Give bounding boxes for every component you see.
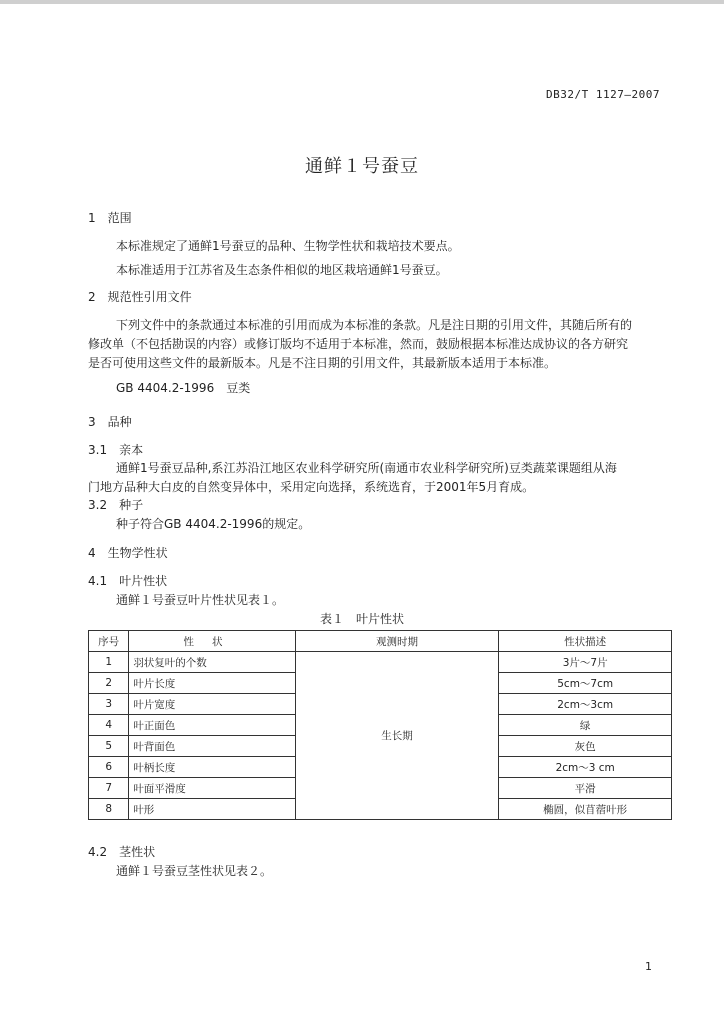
row-description: 2cm～3cm	[499, 694, 672, 715]
section-2-paragraph-line-3: 是否可使用这些文件的最新版本。凡是不注日期的引用文件，其最新版本适用于本标准。	[88, 356, 557, 370]
section-3-1-heading: 3.1 亲本	[88, 443, 144, 457]
section-2-heading: 2 规范性引用文件	[88, 290, 192, 304]
section-1-heading: 1 范围	[88, 211, 132, 225]
row-property: 叶片宽度	[129, 694, 295, 715]
row-no: 8	[89, 799, 129, 820]
row-property: 叶正面色	[129, 715, 295, 736]
section-3-1-line-2: 门地方品种大白皮的自然变异体中，采用定向选择，系统选育，于2001年5月育成。	[88, 480, 535, 494]
leaf-traits-table	[88, 630, 672, 820]
row-property: 叶背面色	[129, 736, 295, 757]
scan-top-strip	[0, 0, 724, 4]
table-header-period: 观测时期	[295, 631, 499, 652]
row-description: 灰色	[499, 736, 672, 757]
section-1-paragraph-2: 本标准适用于江苏省及生态条件相似的地区栽培通鲜1号蚕豆。	[116, 263, 448, 277]
standard-code: DB32/T 1127—2007	[546, 88, 660, 101]
row-property: 叶形	[129, 799, 295, 820]
table-1-caption: 表１ 叶片性状	[319, 612, 404, 626]
section-3-heading: 3 品种	[88, 415, 132, 429]
section-2-paragraph-line-2: 修改单（不包括勘误的内容）或修订版均不适用于本标准，然而，鼓励根据本标准达成协议的各方研究	[88, 337, 629, 351]
page-number: 1	[645, 960, 652, 973]
row-property: 叶柄长度	[129, 757, 295, 778]
table-row	[89, 652, 672, 673]
row-no: 7	[89, 778, 129, 799]
section-3-2-line-1: 种子符合GB 4404.2-1996的规定。	[116, 517, 311, 531]
row-no: 5	[89, 736, 129, 757]
row-no: 4	[89, 715, 129, 736]
row-description: 3片～7片	[499, 652, 672, 673]
row-no: 2	[89, 673, 129, 694]
section-4-2-line-1: 通鲜１号蚕豆茎性状见表２。	[116, 864, 273, 878]
row-property: 羽状复叶的个数	[129, 652, 295, 673]
row-description: 2cm～3 cm	[499, 757, 672, 778]
row-description: 椭圆，似苜蓿叶形	[499, 799, 672, 820]
section-4-1-heading: 4.1 叶片性状	[88, 574, 168, 588]
row-no: 6	[89, 757, 129, 778]
section-2-reference: GB 4404.2-1996 豆类	[116, 381, 251, 395]
row-description: 绿	[499, 715, 672, 736]
row-description: 平滑	[499, 778, 672, 799]
section-4-2-heading: 4.2 茎性状	[88, 845, 156, 859]
section-4-heading: 4 生物学性状	[88, 546, 168, 560]
section-3-1-line-1: 通鲜1号蚕豆品种,系江苏沿江地区农业科学研究所(南通市农业科学研究所)豆类蔬菜课题组从海	[116, 461, 617, 475]
row-period-merged: 生长期	[295, 652, 499, 820]
table-header-description: 性状描述	[499, 631, 672, 652]
table-header-row	[89, 631, 672, 652]
table-header-property: 性状	[129, 631, 295, 652]
document-title: 通鲜１号蚕豆	[305, 156, 419, 177]
row-property: 叶片长度	[129, 673, 295, 694]
section-3-2-heading: 3.2 种子	[88, 498, 144, 512]
section-1-paragraph-1: 本标准规定了通鲜1号蚕豆的品种、生物学性状和栽培技术要点。	[116, 239, 460, 253]
row-property: 叶面平滑度	[129, 778, 295, 799]
row-description: 5cm～7cm	[499, 673, 672, 694]
section-4-1-line-1: 通鲜１号蚕豆叶片性状见表１。	[116, 593, 285, 607]
section-2-paragraph-line-1: 下列文件中的条款通过本标准的引用而成为本标准的条款。凡是注日期的引用文件，其随后所有的	[116, 318, 633, 332]
row-no: 3	[89, 694, 129, 715]
row-no: 1	[89, 652, 129, 673]
table-header-no: 序号	[89, 631, 129, 652]
